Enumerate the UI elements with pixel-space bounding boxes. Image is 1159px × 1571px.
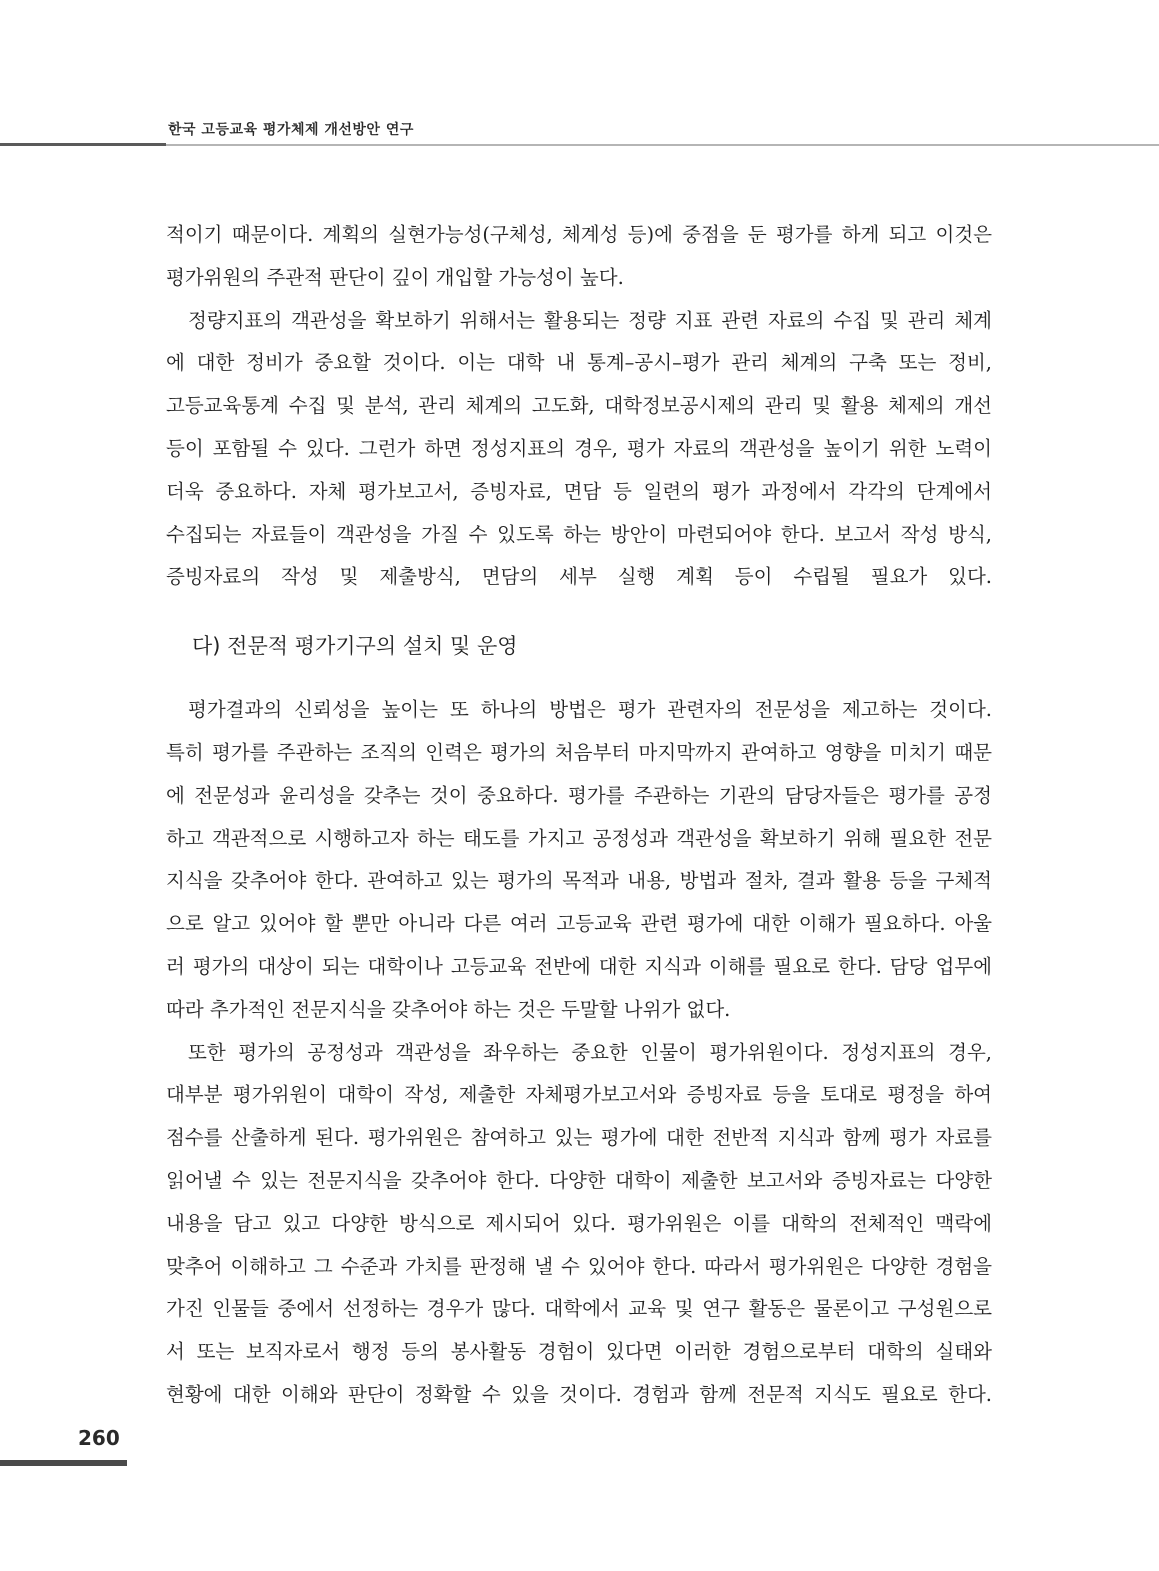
text-line: 등이 포함될 수 있다. 그런가 하면 정성지표의 경우, 평가 자료의 객관성을 높이기 위한 노력이 [166,436,992,460]
text-line: 으로 알고 있어야 할 뿐만 아니라 다른 여러 고등교육 관련 평가에 대한 이해가 필요하다. 아울 [166,912,992,936]
text-line: 수집되는 자료들이 객관성을 가질 수 있도록 하는 방안이 마련되어야 한다. 보고서 작성 방식, [166,522,992,546]
text-line: 대부분 평가위원이 대학이 작성, 제출한 자체평가보고서와 증빙자료 등을 토대로 평정을 하여 [166,1083,992,1107]
text-line: 따라 추가적인 전문지식을 갖추어야 하는 것은 두말할 나위가 없다. [166,997,731,1021]
footer-rule [0,1460,127,1466]
section-heading: 다) 전문적 평가기구의 설치 및 운영 [192,634,518,659]
text-line: 적이기 때문이다. 계획의 실현가능성(구체성, 체계성 등)에 중점을 둔 평가를 하게 되고 이것은 [166,223,992,246]
text-line: 평가위원의 주관적 판단이 깊이 개입할 가능성이 높다. [166,265,624,289]
text-line: 또한 평가의 공정성과 객관성을 좌우하는 중요한 인물이 평가위원이다. 정성지표의 경우, [188,1040,992,1064]
running-header: 한국 고등교육 평가체제 개선방안 연구 [168,122,414,138]
paragraph-1 [166,214,992,300]
header-rule-light [166,144,1159,146]
paragraph-2 [166,300,992,600]
paragraph-3 [166,689,992,1031]
text-line: 평가결과의 신뢰성을 높이는 또 하나의 방법은 평가 관련자의 전문성을 제고하는 것이다. [188,698,992,722]
text-line: 지식을 갖추어야 한다. 관여하고 있는 평가의 목적과 내용, 방법과 절차, 결과 활용 등을 구체적 [166,869,992,893]
text-line: 하고 객관적으로 시행하고자 하는 태도를 가지고 공정성과 객관성을 확보하기 위해 필요한 전문 [166,826,992,850]
text-line: 정량지표의 객관성을 확보하기 위해서는 활용되는 정량 지표 관련 자료의 수집 및 관리 체계 [188,308,992,332]
text-line: 가진 인물들 중에서 선정하는 경우가 많다. 대학에서 교육 및 연구 활동은 물론이고 구성원으로 [166,1297,992,1321]
page-body [166,214,992,1417]
text-line: 맞추어 이해하고 그 수준과 가치를 판정해 낼 수 있어야 한다. 따라서 평가위원은 다양한 경험을 [166,1254,992,1278]
text-line: 점수를 산출하게 된다. 평가위원은 참여하고 있는 평가에 대한 전반적 지식과 함께 평가 자료를 [166,1126,992,1150]
text-line: 읽어낼 수 있는 전문지식을 갖추어야 한다. 다양한 대학이 제출한 보고서와 증빙자료는 다양한 [166,1168,992,1192]
paragraph-4 [166,1032,992,1417]
text-line: 에 전문성과 윤리성을 갖추는 것이 중요하다. 평가를 주관하는 기관의 담당자들은 평가를 공정 [166,783,992,807]
text-line: 러 평가의 대상이 되는 대학이나 고등교육 전반에 대한 지식과 이해를 필요로 한다. 담당 업무에 [166,954,992,978]
text-line: 고등교육통계 수집 및 분석, 관리 체계의 고도화, 대학정보공시제의 관리 및 활용 체제의 개선 [166,394,992,418]
text-line: 더욱 중요하다. 자체 평가보고서, 증빙자료, 면담 등 일련의 평가 과정에서 각각의 단계에서 [166,479,992,503]
text-line: 현황에 대한 이해와 판단이 정확할 수 있을 것이다. 경험과 함께 전문적 지식도 필요로 한다. [166,1382,992,1406]
header-rule-dark [0,143,166,146]
page-number: 260 [78,1426,120,1450]
text-line: 내용을 담고 있고 다양한 방식으로 제시되어 있다. 평가위원은 이를 대학의 전체적인 맥락에 [166,1211,992,1235]
text-line: 서 또는 보직자로서 행정 등의 봉사활동 경험이 있다면 이러한 경험으로부터 대학의 실태와 [166,1340,992,1364]
text-line: 증빙자료의 작성 및 제출방식, 면담의 세부 실행 계획 등이 수립될 필요가 있다. [166,565,992,589]
text-line: 특히 평가를 주관하는 조직의 인력은 평가의 처음부터 마지막까지 관여하고 영향을 미치기 때문 [166,740,992,764]
text-line: 에 대한 정비가 중요할 것이다. 이는 대학 내 통계–공시–평가 관리 체계의 구축 또는 정비, [166,351,992,375]
